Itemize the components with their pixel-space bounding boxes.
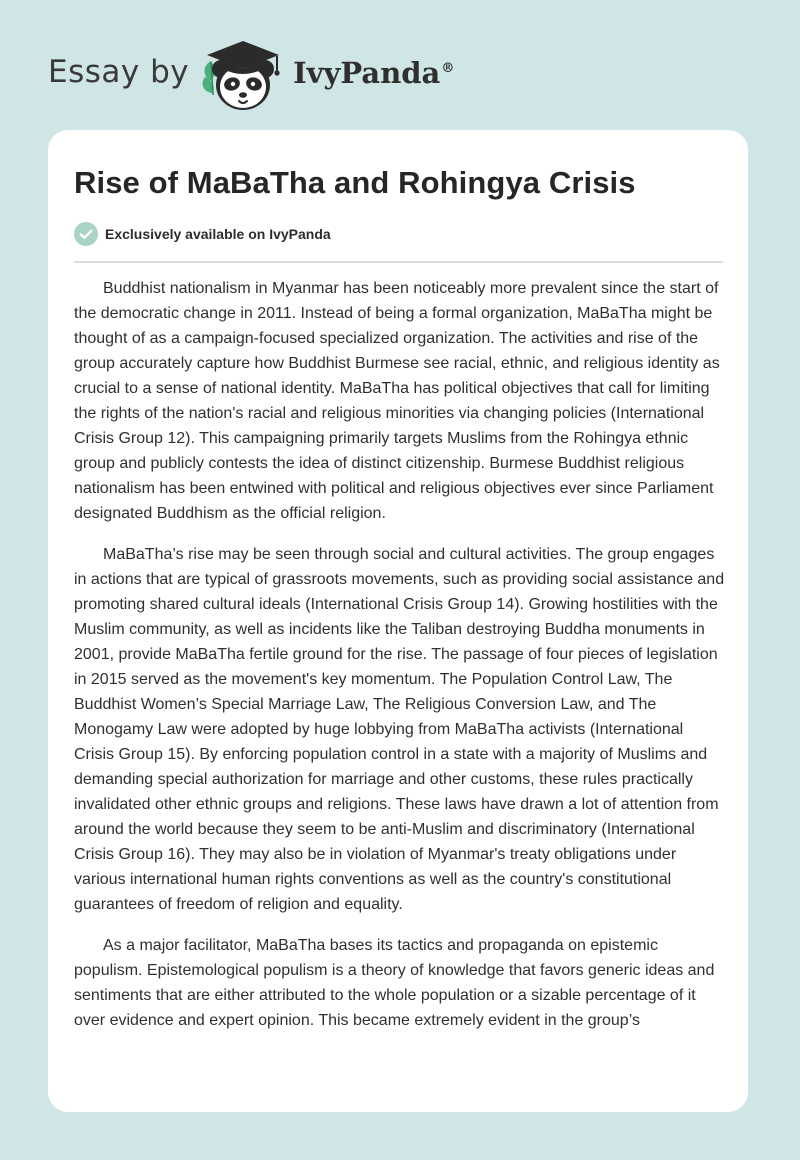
essay-by-label: Essay by [48, 54, 190, 90]
paragraph: Buddhist nationalism in Myanmar has been noticeably more prevalent since the start of the democratic change in 2011. Instead of being a formal organization, MaBaTha might be thought of as a campaign-focused specialized organization. The activities and rise of the group accurately capture how Buddhist Burmese see racial, ethnic, and religious identity as crucial to a sense of national identity. MaBaTha has political objectives that call for limiting the rights of the nation's racial and religious minorities via changing policies (International Crisis Group 12). This campaigning primarily targets Muslims from the Rohingya ethnic group and publicly contests the idea of distinct citizenship. Burmese Buddhist religious nationalism has been entwined with political and religious objectives ever since Parliament designated Buddhism as the official religion. [74, 280, 720, 522]
brand-name[interactable]: IvyPanda® [293, 56, 455, 90]
essay-body [74, 276, 726, 1049]
page-title: Rise of MaBaTha and Rohingya Crisis [74, 165, 636, 200]
paragraph: MaBaTha’s rise may be seen through social and cultural activities. The group engages in actions that are typical of grassroots movements, such as providing social assistance and promoting shared cultural ideals (International Crisis Group 14). Growing hostilities with the Muslim community, as well as incidents like the Taliban destroying Buddha monuments in 2001, provide MaBaTha fertile ground for the rise. The passage of four pieces of legislation in 2015 served as the movement's key momentum. The Population Control Law, The Buddhist Women’s Special Marriage Law, The Religious Conversion Law, and The Monogamy Law were adopted by huge lobbying from MaBaTha activists (International Crisis Group 15). By enforcing population control in a state with a majority of Muslims and demanding special authorization for marriage and other customs, these rules practically invalidated other ethnic groups and religions. These laws have drawn a lot of attention from around the world because they seem to be anti-Muslim and discriminatory (International Crisis Group 16). They may also be in violation of Myanmar's treaty obligations under various international human rights conventions as well as the country's constitutional guarantees of freedom of religion and equality. [74, 546, 725, 913]
panda-graduate-icon[interactable] [199, 35, 289, 113]
divider [74, 261, 723, 263]
registered-mark: ® [441, 61, 455, 77]
checkmark-icon [74, 222, 98, 246]
exclusive-badge [74, 222, 331, 246]
exclusive-badge-label: Exclusively available on IvyPanda [105, 226, 331, 242]
site-header [48, 34, 454, 114]
paragraph: As a major facilitator, MaBaTha bases its tactics and propaganda on epistemic populism. Epistemological populism is a theory of knowledge that favors generic ideas and sentiments that are either attributed to the whole population or a sizable percentage of it over evidence and expert opinion. This became extremely evident in the group’s [74, 937, 715, 1029]
essay-card [48, 130, 748, 1112]
